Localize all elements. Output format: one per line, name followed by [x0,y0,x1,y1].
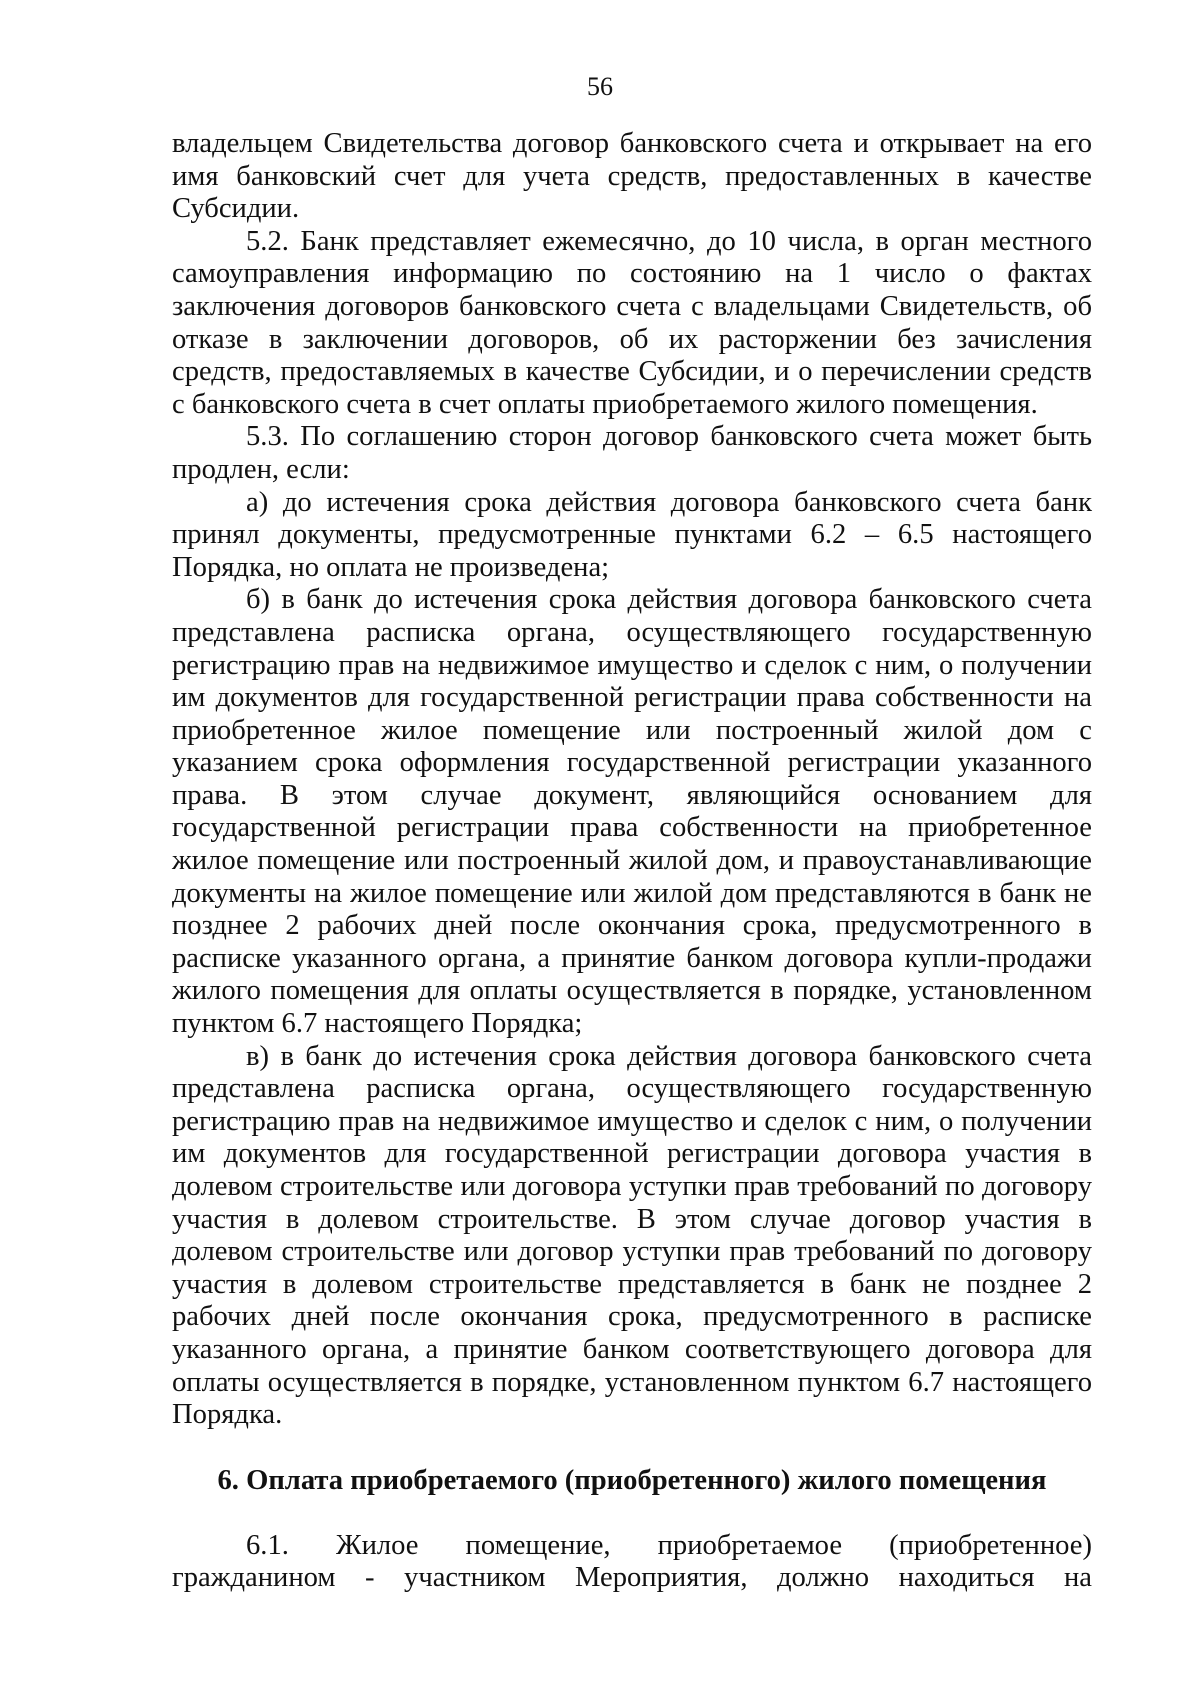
paragraph-5-3-b: б) в банк до истечения срока действия договора банковского счета представлена расписка органа, осуществляющего государственную регистрацию прав на недвижимое имущество и сделок с ним, о получении им документов для государственной регистрации права собственности на приобретенное жилое помещение или построенный жилой дом с указанием срока оформления государственной регистрации указанного права. В этом случае документ, являющийся основанием для государственной регистрации права собственности на приобретенное жилое помещение или построенный жилой дом, и правоустанавливающие документы на жилое помещение или жилой дом представляются в банк не позднее 2 рабочих дней после окончания срока, предусмотренного в расписке указанного органа, а принятие банком договора купли-продажи жилого помещения для оплаты осуществляется в порядке, установленном пунктом 6.7 настоящего Порядка; [172,584,1092,1040]
paragraph-5-3-a: а) до истечения срока действия договора банковского счета банк принял документы, предусмотренные пунктами 6.2 – 6.5 настоящего Порядка, но оплата не произведена; [172,486,1092,583]
paragraph-5-2: 5.2. Банк представляет ежемесячно, до 10 числа, в орган местного самоуправления информацию по состоянию на 1 число о фактах заключения договоров банковского счета с владельцами Свидетельств, об отказе в заключении договоров, об их расторжении без зачисления средств, предоставляемых в качестве Субсидии, и о перечислении средств с банковского счета в счет оплаты приобретаемого жилого помещения. [172,225,1092,420]
paragraph-5-3: 5.3. По соглашению сторон договор банковского счета может быть продлен, если: [172,421,1092,485]
document-body [172,128,1092,1595]
section-6-heading: 6. Оплата приобретаемого (приобретенного) жилого помещения [217,1464,1047,1496]
paragraph-continuation: владельцем Свидетельства договор банковского счета и открывает на его имя банковский счет для учета средств, предоставленных в качестве Субсидии. [172,128,1092,225]
page-number: 56 [587,72,613,101]
paragraph-5-3-v: в) в банк до истечения срока действия договора банковского счета представлена расписка органа, осуществляющего государственную регистрацию прав на недвижимое имущество и сделок с ним, о получении им документов для государственной регистрации договора участия в долевом строительстве или договора уступки прав требований по договору участия в долевом строительстве. В этом случае договор участия в долевом строительстве или договор уступки прав требований по договору участия в долевом строительстве представляется в банк не позднее 2 рабочих дней после окончания срока, предусмотренного в расписке указанного органа, а принятие банком соответствующего договора для оплаты осуществляется в порядке, установленном пунктом 6.7 настоящего Порядка. [172,1040,1092,1431]
paragraph-6-1: 6.1. Жилое помещение, приобретаемое (приобретенное) гражданином - участником Мероприятия, должно находиться на [172,1529,1092,1594]
